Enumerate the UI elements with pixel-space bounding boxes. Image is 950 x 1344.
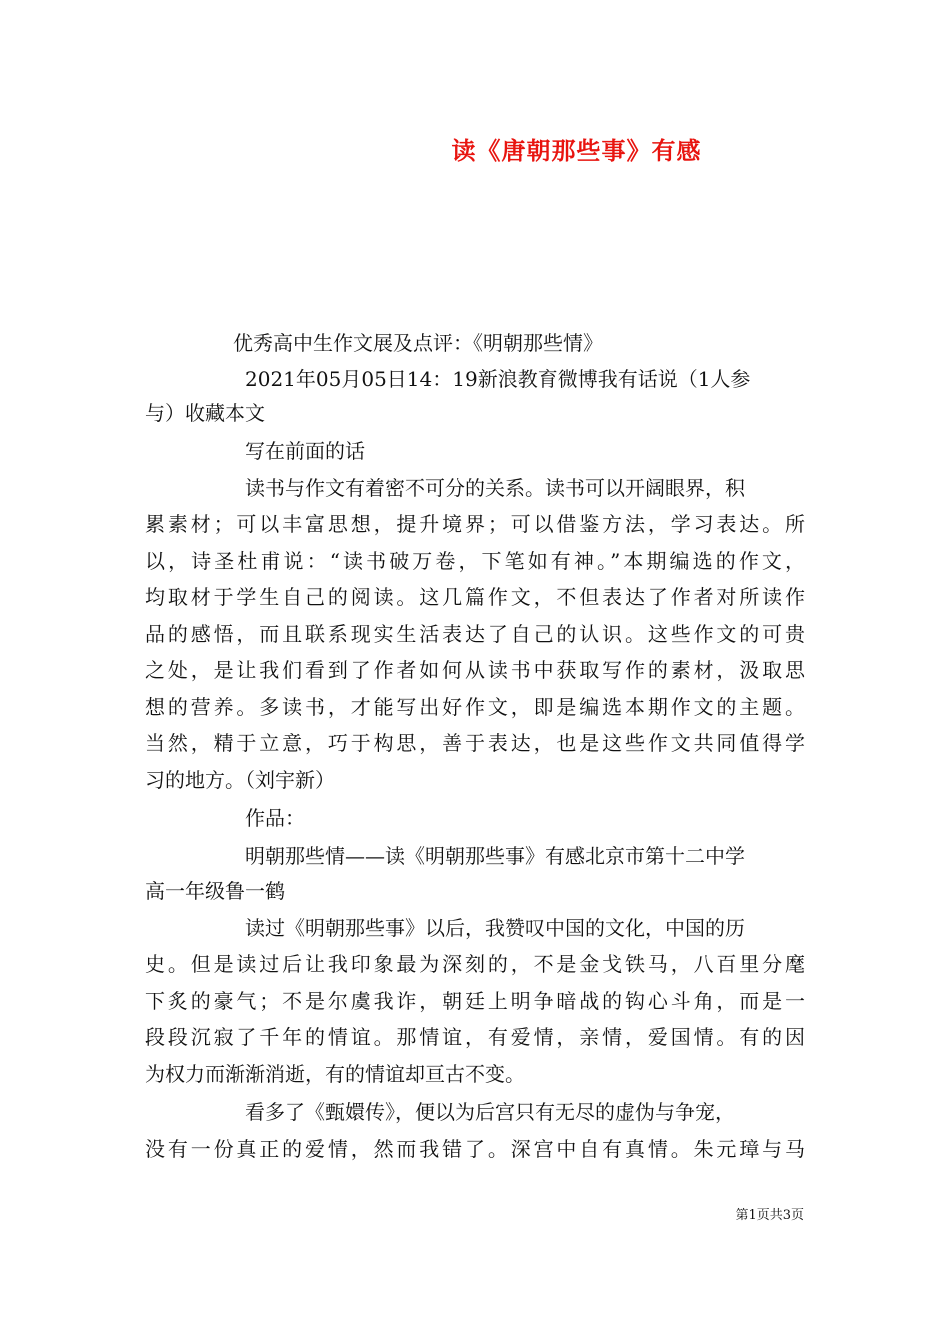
essay-line: 为权力而渐渐消逝，有的情谊却亘古不变。 — [145, 1062, 525, 1086]
body-line: 习的地方。（刘宇新） — [145, 768, 335, 792]
body-line: 当然，精于立意，巧于构思，善于表达，也是这些作文共同值得学 — [145, 731, 805, 755]
essay-title-line: 明朝那些情——读《明朝那些事》有感北京市第十二中学 — [245, 844, 745, 868]
body-line: 均取材于学生自己的阅读。这几篇作文，不但表达了作者对所读作 — [145, 585, 805, 609]
essay-line: 看多了《甄嬛传》，便以为后宫只有无尽的虚伪与争宠， — [245, 1100, 735, 1124]
essay-line: 段段沉寂了千年的情谊。那情谊，有爱情，亲情，爱国情。有的因 — [145, 1025, 805, 1049]
essay-line: 没有一份真正的爱情，然而我错了。深宫中自有真情。朱元璋与马 — [145, 1137, 805, 1161]
document-title: 读《唐朝那些事》有感 — [451, 136, 702, 165]
page-number: 第1页共3页 — [735, 1208, 804, 1223]
body-line: 读书与作文有着密不可分的关系。读书可以开阔眼界，积 — [245, 476, 745, 500]
body-line: 之处，是让我们看到了作者如何从读书中获取写作的素材，汲取思 — [145, 658, 805, 682]
essay-line: 读过《明朝那些事》以后，我赞叹中国的文化，中国的历 — [245, 916, 745, 940]
essay-line: 下炙的豪气；不是尔虞我诈，朝廷上明争暗战的钩心斗角，而是一 — [145, 989, 805, 1013]
body-line: 想的营养。多读书，才能写出好作文，即是编选本期作文的主题。 — [145, 695, 805, 719]
essay-line: 史。但是读过后让我印象最为深刻的，不是金戈铁马，八百里分麾 — [145, 952, 805, 976]
body-line: 品的感悟，而且联系现实生活表达了自己的认识。这些作文的可贵 — [145, 622, 805, 646]
works-label: 作品： — [245, 806, 305, 830]
body-line: 累素材；可以丰富思想，提升境界；可以借鉴方法，学习表达。所 — [145, 512, 805, 536]
body-line: 以，诗圣杜甫说：“读书破万卷，下笔如有神。”本期编选的作文， — [145, 549, 805, 573]
essay-author-line: 高一年级鲁一鹤 — [145, 879, 285, 903]
section-heading: 写在前面的话 — [245, 439, 365, 463]
subtitle-line: 优秀高中生作文展及点评：《明朝那些情》 — [233, 331, 603, 355]
meta-line-continued: 与）收藏本文 — [145, 401, 265, 425]
meta-line: 2021年05月05日14：19新浪教育微博我有话说（1人参 — [245, 367, 751, 391]
